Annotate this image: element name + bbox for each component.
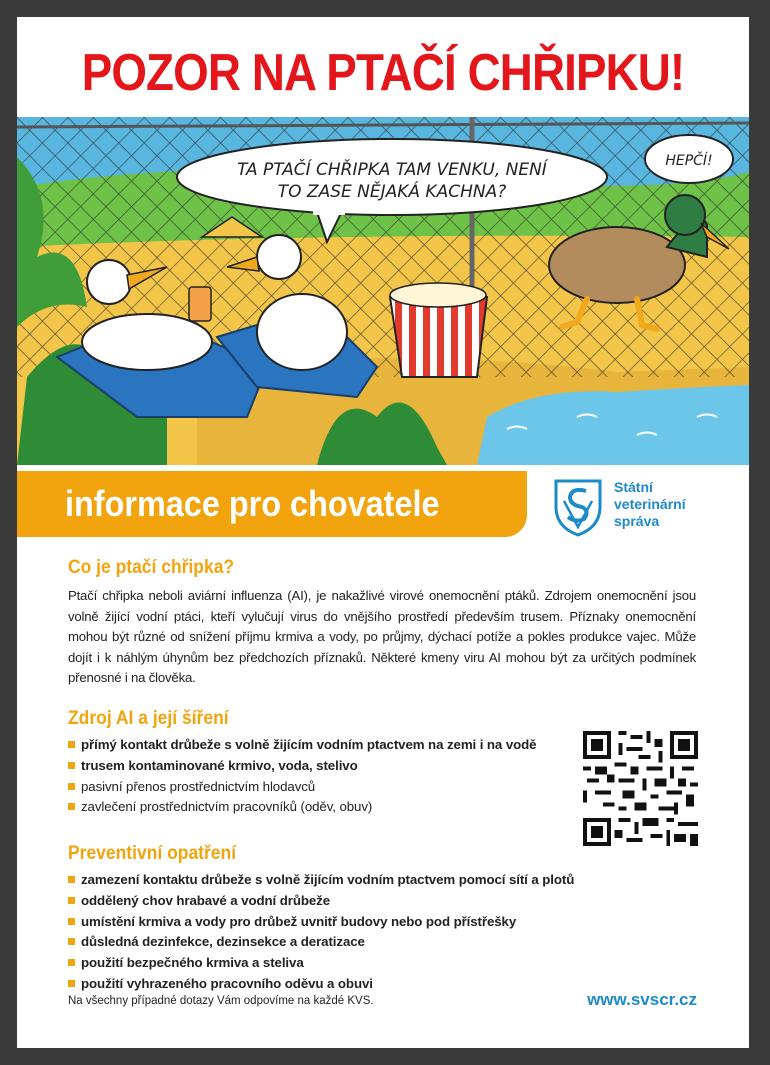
info-banner bbox=[17, 471, 527, 537]
cartoon-illustration bbox=[17, 117, 749, 465]
list-item: přímý kontakt drůbeže s volně žijícím vodním ptactvem na zemi i na vodě bbox=[68, 735, 536, 756]
list-item: použití bezpečného krmiva a steliva bbox=[68, 953, 574, 974]
logo-text bbox=[614, 479, 686, 530]
list-item: důsledná dezinfekce, dezinsekce a deratizace bbox=[68, 932, 574, 953]
website-link[interactable]: www.svscr.cz bbox=[587, 990, 697, 1009]
list-item: umístění krmiva a vody pro drůbež uvnitř budovy nebo pod přístřešky bbox=[68, 912, 574, 933]
heading-what: Co je ptačí chřipka? bbox=[68, 557, 235, 578]
logo-line-3: správa bbox=[614, 513, 660, 529]
qr-code-icon[interactable] bbox=[583, 731, 698, 846]
speech-bubble-2: HEPČÍ! bbox=[665, 153, 713, 169]
heading-source: Zdroj AI a její šíření bbox=[68, 708, 229, 729]
list-item: oddělený chov hrabavé a vodní drůbeže bbox=[68, 891, 574, 912]
logo-line-1: Státní bbox=[614, 479, 653, 495]
list-item: pasivní přenos prostřednictvím hlodavců bbox=[68, 777, 536, 798]
poster-title: POZOR NA PTAČÍ CHŘIPKU! bbox=[81, 44, 685, 102]
source-list bbox=[68, 735, 536, 818]
heading-prevention: Preventivní opatření bbox=[68, 843, 237, 864]
list-item: použití vyhrazeného pracovního oděvu a obuvi bbox=[68, 974, 574, 995]
list-item: trusem kontaminované krmivo, voda, stelivo bbox=[68, 756, 536, 777]
poster-sheet bbox=[17, 17, 749, 1048]
banner-text: informace pro chovatele bbox=[65, 483, 440, 524]
prevention-list bbox=[68, 870, 574, 995]
list-item: zamezení kontaktu drůbeže s volně žijícím vodním ptactvem pomocí sítí a plotů bbox=[68, 870, 574, 891]
logo-line-2: veterinární bbox=[614, 496, 686, 512]
speech-bubble-1-line-1: TA PTAČÍ CHŘIPKA TAM VENKU, NENÍ bbox=[237, 160, 547, 180]
svs-logo bbox=[552, 477, 732, 539]
what-paragraph: Ptačí chřipka neboli aviární influenza (AI), je nakažlivé virové onemocnění ptáků. Zdrojem onemocnění jsou volně žijící vodní ptáci, kteří vylučují virus do vnějšího prostředí především trusem. Příznaky onemocnění mohou být různé od snížení příjmu krmiva a vody, po průjmy, dýchací potíže a pokles produkce vajec. Může dojít i k náhlým úhynům bez předchozích příznaků. Některé kmeny viru AI mohou být za určitých podmínek přenosné i na člověka. bbox=[68, 588, 696, 685]
list-item: zavlečení prostřednictvím pracovníků (oděv, obuv) bbox=[68, 797, 536, 818]
svs-emblem-icon bbox=[552, 477, 604, 537]
speech-bubble-1-line-2: TO ZASE NĚJAKÁ KACHNA? bbox=[277, 182, 507, 202]
footer-note: Na všechny případné dotazy Vám odpovíme na každé KVS. bbox=[68, 995, 374, 1007]
